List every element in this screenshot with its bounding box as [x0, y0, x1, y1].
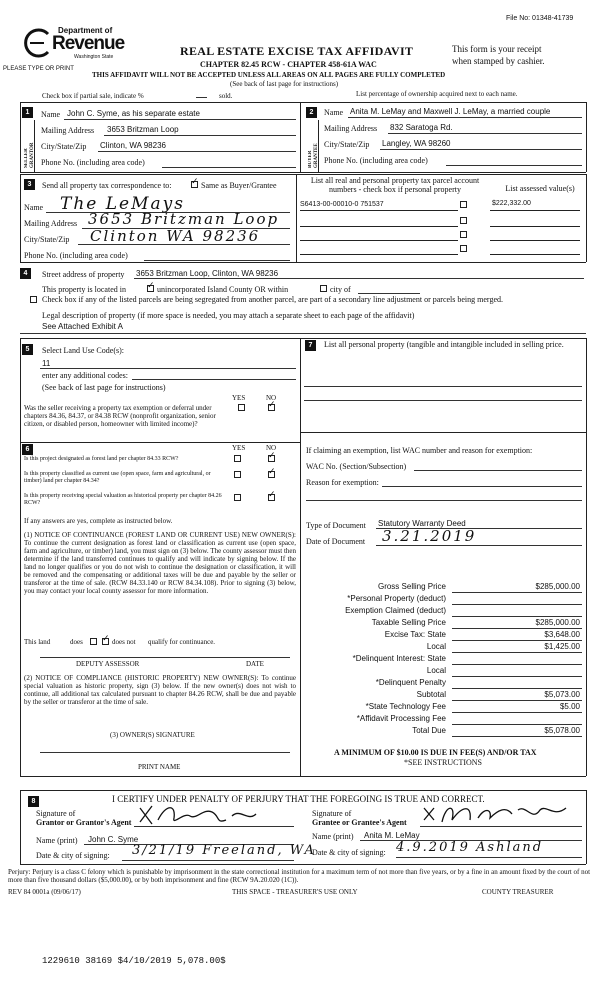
land-use-value: 11	[42, 359, 51, 368]
section-6-number: 6	[22, 444, 33, 455]
forest-no-checkbox[interactable]	[268, 455, 275, 462]
form-warning: THIS AFFIDAVIT WILL NOT BE ACCEPTED UNLESS ALL AREAS ON ALL PAGES ARE FULLY COMPLETED	[92, 71, 446, 79]
current-use-question: Is this property classified as current use (open space, farm and agricultural, or timber) land per chapter 84.34?	[24, 471, 211, 484]
receipt-note-1: This form is your receipt	[452, 44, 542, 54]
correspondence-name: The LeMays	[60, 194, 185, 214]
buyer-name-field[interactable]	[348, 117, 582, 118]
deputy-date-label: DATE	[246, 660, 264, 668]
reason-field[interactable]	[382, 486, 582, 487]
owner-signature-label: (3) OWNER(S) SIGNATURE	[110, 731, 195, 739]
buyer-mailing-field[interactable]	[388, 133, 582, 134]
partial-sale-label	[42, 92, 233, 100]
see-instructions-note: *SEE INSTRUCTIONS	[404, 758, 483, 767]
doc-date: 3.21.2019	[382, 527, 477, 545]
section6-no-header: NO	[266, 444, 277, 452]
wac-exemption-label: If claiming an exemption, list WAC number and reason for exemption:	[306, 446, 533, 455]
correspondence-mailing-label: Mailing Address	[24, 219, 78, 228]
partial-sale-percent-field[interactable]	[196, 88, 207, 98]
total-value: $1,425.00	[544, 642, 580, 651]
total-label: Local	[426, 666, 446, 675]
total-value: $5,078.00	[544, 726, 580, 735]
logo-name: Revenue	[52, 33, 125, 54]
print-name-label: PRINT NAME	[138, 763, 181, 771]
correspondence-phone-field[interactable]	[144, 260, 290, 261]
section-1-number: 1	[22, 107, 33, 118]
parcels-header: List all real and personal property tax parcel account numbers - check box if personal property	[310, 176, 480, 194]
continuance-notice: (1) NOTICE OF CONTINUANCE (FOREST LAND OR CURRENT USE) NEW OWNER(S): To continue the current designation as forest land or classification as current use (open space, farm and agriculture, or timber) land, you must sign on (3) below. The county assessor must then determine if the land transferred continues to qualify and will indicate by signing below. If the land no longer qualifies or you do not wish to continue the designation or classification, it will be removed and the compensating or additional taxes will be due and payable by the seller or transferor at the time of sale. (RCW 84.33.140 or RCW 84.34.108). Prior to signing (3) below, you may contact your local county assessor for more information.	[24, 531, 296, 595]
total-label: Exemption Claimed (deduct)	[345, 606, 446, 615]
personal-property-checkbox[interactable]	[460, 217, 467, 224]
grantor-date-city-label: Date & city of signing:	[36, 851, 110, 860]
grantee-signature-icon	[422, 800, 572, 828]
section-7-number: 7	[305, 340, 316, 351]
total-value: $285,000.00	[535, 582, 580, 591]
grantor-name-print-label: Name (print)	[36, 836, 78, 845]
doc-date-label: Date of Document	[306, 537, 366, 546]
buyer-name: Anita M. LeMay and Maxwell J. LeMay, a married couple	[350, 107, 551, 116]
form-subtitle: CHAPTER 82.45 RCW - CHAPTER 458-61A WAC	[200, 60, 377, 69]
forest-land-question: Is this project designated as forest land per chapter 84.33 RCW?	[24, 456, 179, 462]
unincorporated-checkbox[interactable]	[147, 285, 154, 292]
land-does-prefix: This land	[24, 638, 51, 646]
exemption-question: Was the seller receiving a property tax exemption or deferral under chapters 84.36, 84.37, or 84.38 RCW (nonprofit organization, senior citizen, or disabled person, homeowner with limited income)?	[24, 404, 216, 428]
historic-no-checkbox[interactable]	[268, 494, 275, 501]
legal-desc-value: See Attached Exhibit A	[42, 322, 123, 331]
certify-statement: I CERTIFY UNDER PENALTY OF PERJURY THAT THE FOREGOING IS TRUE AND CORRECT.	[112, 794, 485, 804]
minimum-due-note: A MINIMUM OF $10.00 IS DUE IN FEE(S) AND/OR TAX	[334, 748, 537, 757]
wac-number-field[interactable]	[414, 470, 582, 471]
total-label: *State Technology Fee	[365, 702, 446, 711]
legal-desc-field[interactable]	[20, 333, 586, 334]
grantee-name-print-label: Name (print)	[312, 832, 354, 841]
buyer-phone-field[interactable]	[446, 165, 582, 166]
grantor-date-city: 3/21/19 Freeland, WA	[132, 843, 316, 858]
correspondence-label: Send all property tax correspondence to:	[42, 181, 172, 190]
section-5-number: 5	[22, 344, 33, 355]
current-use-yes-checkbox[interactable]	[234, 471, 241, 478]
city-of-label: city of	[330, 285, 351, 294]
assessed-value: $222,332.00	[492, 200, 531, 207]
seller-name-label: Name	[41, 110, 61, 119]
land-use-label: Select Land Use Code(s):	[42, 346, 124, 355]
please-type: PLEASE TYPE OR PRINT	[3, 66, 74, 72]
land-does-checkbox[interactable]	[90, 638, 97, 645]
grantor-signature-icon	[136, 802, 276, 828]
forest-yes-checkbox[interactable]	[234, 455, 241, 462]
logo-swoosh-icon	[22, 28, 52, 58]
seller-mailing-label: Mailing Address	[41, 126, 95, 135]
total-label: Subtotal	[416, 690, 446, 699]
logo-dept: Department of	[58, 26, 113, 35]
doc-type-label: Type of Document	[306, 521, 366, 530]
total-label: *Affidavit Processing Fee	[356, 714, 446, 723]
correspondence-city-label: City/State/Zip	[24, 235, 70, 244]
correspondence-mailing: 3653 Britzman Loop	[88, 210, 280, 228]
total-label: Total Due	[412, 726, 446, 735]
additional-codes-label: enter any additional codes:	[42, 371, 128, 380]
historic-yes-checkbox[interactable]	[234, 494, 241, 501]
grantee-date-city-label: Date & city of signing:	[312, 848, 386, 857]
correspondence-phone-label: Phone No. (including area code)	[24, 251, 128, 260]
grantee-date-city-field[interactable]	[396, 857, 582, 858]
revenue-logo	[22, 22, 125, 64]
legal-desc-label: Legal description of property (if more space is needed, you may attach a separate sheet to each page of the affidavit)	[42, 311, 415, 320]
total-value: $3,648.00	[544, 630, 580, 639]
section-3-number: 3	[24, 179, 35, 190]
grantor-sig-label-2: Grantor or Grantor's Agent	[36, 818, 132, 827]
grantee-name-print: Anita M. LeMay	[364, 831, 420, 840]
treasurer-use-label: THIS SPACE - TREASURER'S USE ONLY	[232, 888, 358, 896]
revision-number: REV 84 0001a (09/06/17)	[8, 888, 81, 896]
additional-codes-field[interactable]	[132, 379, 296, 380]
form-title: REAL ESTATE EXCISE TAX AFFIDAVIT	[180, 44, 414, 58]
doc-date-field[interactable]	[376, 545, 582, 546]
total-label: *Delinquent Interest: State	[352, 654, 446, 663]
same-as-buyer-label: Same as Buyer/Grantee	[201, 181, 277, 190]
buyer-city-label: City/State/Zip	[324, 140, 370, 149]
total-label: Local	[426, 642, 446, 651]
seller-phone-field[interactable]	[162, 167, 296, 168]
personal-property-field[interactable]	[304, 400, 582, 401]
personal-property-checkbox[interactable]	[460, 201, 467, 208]
receipt-stamp: 1229610 38169 $4/10/2019 5,078.00$	[42, 956, 226, 966]
personal-property-field[interactable]	[304, 386, 582, 387]
total-label: Excise Tax: State	[384, 630, 446, 639]
seller-city: Clinton, WA 98236	[100, 141, 166, 150]
correspondence-name-label: Name	[24, 203, 44, 212]
unincorporated-label: unincorporated Island County OR within	[157, 285, 289, 294]
buyer-city-field[interactable]	[380, 149, 582, 150]
total-label: *Delinquent Penalty	[375, 678, 446, 687]
land-does-not-checkbox[interactable]	[102, 638, 109, 645]
buyer-phone-label: Phone No. (including area code)	[324, 156, 428, 165]
buyer-mailing: 832 Saratoga Rd.	[390, 123, 453, 132]
assessed-header: List assessed value(s)	[505, 184, 575, 193]
grantee-sig-label-1: Signature of	[312, 809, 352, 818]
land-does-suffix: qualify for continuance.	[148, 638, 216, 646]
seller-city-label: City/State/Zip	[41, 142, 87, 151]
section5-no-header: NO	[266, 394, 277, 402]
segregated-checkbox[interactable]	[30, 296, 37, 303]
total-value: $285,000.00	[535, 618, 580, 627]
grantor-date-city-field[interactable]	[122, 860, 294, 861]
wac-number-label: WAC No. (Section/Subsection)	[306, 462, 407, 471]
seller-city-field[interactable]	[98, 151, 296, 152]
partial-sale-suffix: sold.	[219, 92, 233, 100]
segregated-label: Check box if any of the listed parcels are being segregated from another parcel, are part of a secondary line adjustment or parcels being merged.	[42, 295, 503, 304]
correspondence-city: Clinton WA 98236	[90, 227, 261, 245]
parcel-number: S6413-00-00010-0 751537	[300, 201, 384, 208]
deputy-assessor-field[interactable]	[40, 657, 290, 658]
exemption-yes-checkbox[interactable]	[238, 404, 245, 411]
street-address-label: Street address of property	[42, 270, 125, 279]
seller-name-field[interactable]	[64, 119, 296, 120]
file-number: File No: 01348-41739	[506, 15, 574, 22]
within-city-checkbox[interactable]	[320, 285, 327, 292]
personal-property-checkbox[interactable]	[460, 245, 467, 252]
doc-type: Statutory Warranty Deed	[378, 519, 466, 528]
section-8-number: 8	[28, 796, 39, 807]
land-use-see-back: (See back of last page for instructions)	[42, 383, 166, 392]
compliance-notice: (2) NOTICE OF COMPLIANCE (HISTORIC PROPERTY) NEW OWNER(S): To continue special valuation as historic property, sign (3) below. If the new owner(s) does not wish to continue, all additional tax calculated pursuant to chapter 84.26 RCW, shall be due and payable by the seller or transferor at the time of sale.	[24, 674, 296, 706]
grantor-name-print: John C. Syme	[88, 835, 139, 844]
perjury-statement: Perjury: Perjury is a class C felony which is punishable by imprisonment in the state correctional institution for a maximum term of not more than five years, or by a fine in an amount fixed by the court of not more than five thousand dollars ($5,000.00), or by both imprisonment and fine (RCW 9A.20.020 (1C)).	[8, 868, 591, 884]
personal-property-checkbox[interactable]	[460, 231, 467, 238]
total-label: Taxable Selling Price	[371, 618, 446, 627]
historic-question: Is this property receiving special valuation as historical property per chapter 84.26 RCW?	[24, 493, 222, 506]
seller-mailing: 3653 Britzman Loop	[107, 125, 179, 134]
partial-sale-prefix: Check box if partial sale, indicate %	[42, 92, 144, 100]
if-yes-note: If any answers are yes, complete as instructed below.	[24, 517, 173, 525]
reason-label: Reason for exemption:	[306, 478, 379, 487]
ownership-note: List percentage of ownership acquired next to each name.	[356, 90, 518, 98]
street-address-field[interactable]	[134, 278, 584, 279]
current-use-no-checkbox[interactable]	[268, 471, 275, 478]
street-address: 3653 Britzman Loop, Clinton, WA 98236	[136, 269, 279, 278]
deputy-assessor-label: DEPUTY ASSESSOR	[76, 660, 140, 668]
receipt-note-2: when stamped by cashier.	[452, 56, 545, 66]
county-treasurer-label: COUNTY TREASURER	[482, 888, 554, 896]
owner-signature-field[interactable]	[40, 752, 290, 753]
seller-name: John C. Syme, as his separate estate	[67, 109, 200, 118]
logo-state: Washington State	[74, 54, 114, 60]
total-label: *Personal Property (deduct)	[347, 594, 446, 603]
total-label: Gross Selling Price	[377, 582, 446, 591]
total-value: $5.00	[559, 702, 580, 711]
section-4-number: 4	[20, 268, 31, 279]
section-2-number: 2	[306, 107, 317, 118]
buyer-side-label: BUYER GRANTEE	[308, 143, 319, 168]
total-value: $5,073.00	[544, 690, 580, 699]
land-does-label: does	[70, 638, 83, 646]
city-of-field[interactable]	[358, 293, 420, 294]
seller-phone-label: Phone No. (including area code)	[41, 158, 145, 167]
seller-side-label: SELLER GRANTOR	[24, 142, 35, 168]
section5-yes-header: YES	[232, 394, 246, 402]
see-back-note: (See back of last page for instructions)	[230, 80, 339, 88]
section6-yes-header: YES	[232, 444, 246, 452]
buyer-city: Langley, WA 98260	[382, 139, 451, 148]
exemption-no-checkbox[interactable]	[268, 404, 275, 411]
located-in-label: This property is located in	[42, 285, 126, 294]
land-does-not-label: does not	[112, 638, 136, 646]
land-use-field[interactable]	[40, 368, 296, 369]
buyer-name-label: Name	[324, 108, 344, 117]
same-as-buyer-checkbox[interactable]	[191, 181, 198, 188]
seller-mailing-field[interactable]	[104, 135, 296, 136]
grantee-date-city: 4.9.2019 Ashland	[396, 840, 544, 855]
grantee-sig-label-2: Grantee or Grantee's Agent	[312, 818, 407, 827]
grantor-sig-label-1: Signature of	[36, 809, 76, 818]
buyer-mailing-label: Mailing Address	[324, 124, 378, 133]
personal-property-label: List all personal property (tangible and intangible included in selling price.	[324, 340, 564, 349]
reason-field[interactable]	[306, 500, 582, 501]
